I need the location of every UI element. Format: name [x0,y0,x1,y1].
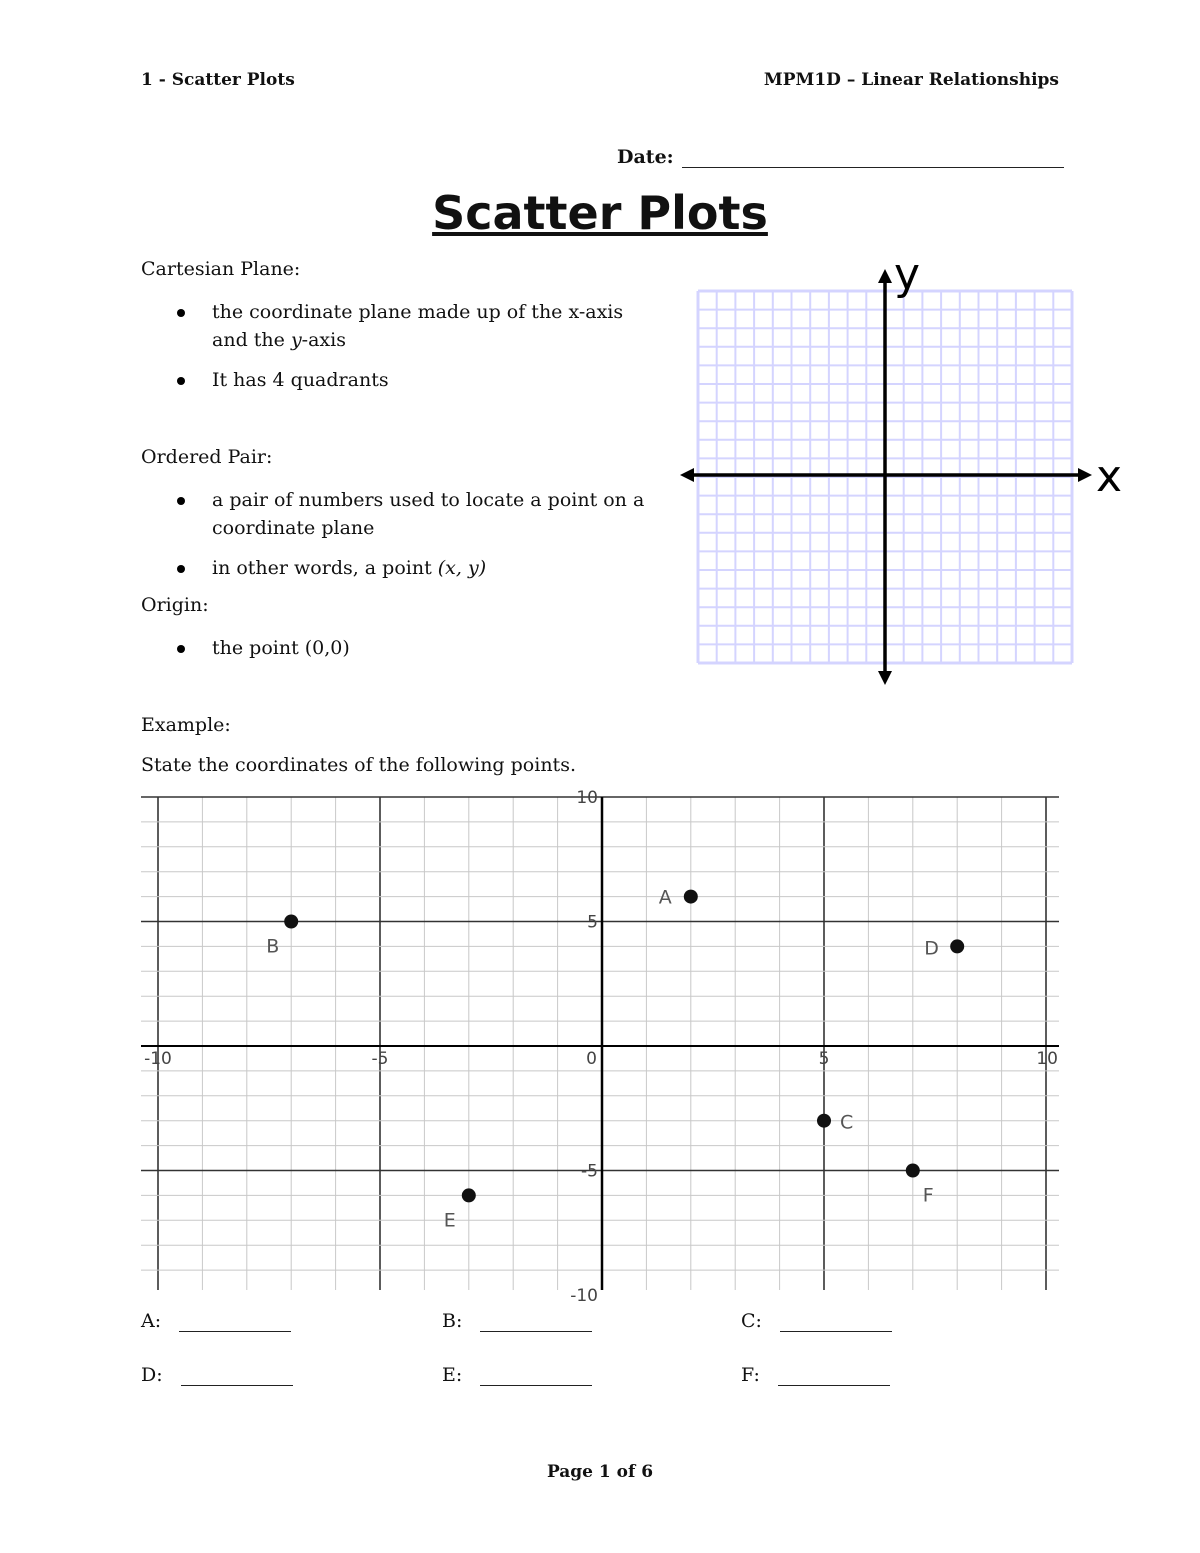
bullet-text: the point [212,637,305,659]
header-left: 1 - Scatter Plots [141,70,295,90]
bullet-math: y [290,329,302,351]
origin-bullets [171,634,661,674]
page-title: Scatter Plots [432,186,768,240]
bullet-text: -axis [301,329,346,351]
list-item: It has 4 quadrants [171,366,661,394]
date-label: Date: [617,146,674,168]
y-tick-label: 10 [576,788,598,808]
x-tick-label: 10 [1036,1049,1058,1069]
point-c [817,1114,831,1128]
point-label-a: A [658,886,672,909]
answer-label: E: [442,1364,463,1386]
list-item: a pair of numbers used to locate a point on a coordinate plane [171,486,661,542]
point-b [284,915,298,929]
bullet-text: the coordinate plane made up of the x-axis and the [212,301,624,351]
answer-label: D: [141,1364,163,1386]
x-tick-label: 5 [818,1049,830,1069]
bullet-math: (0,0) [304,637,350,659]
list-item [171,298,661,354]
point-label-c: C [840,1111,854,1134]
mini-x-label: x [1096,451,1123,502]
mini-x-arrow-right [1078,468,1092,482]
y-tick-label: -5 [581,1161,598,1182]
x-tick-label: -5 [371,1049,389,1069]
date-field [617,146,1064,168]
answer-f [741,1364,890,1386]
point-label-b: B [266,935,280,958]
plot-axes [141,797,1059,1290]
x-tick-label: 0 [586,1049,597,1069]
ordered-pair-term: Ordered Pair: [141,446,273,468]
answer-blank[interactable] [480,1313,592,1332]
example-heading: Example: [141,714,231,736]
cartesian-bullets [171,298,661,406]
point-label-f: F [922,1184,934,1207]
cartesian-plane-term: Cartesian Plane: [141,258,301,280]
list-item [171,634,661,662]
answer-label: C: [741,1310,762,1332]
answer-blank[interactable] [480,1367,592,1386]
page-footer: Page 1 of 6 [546,1462,654,1482]
answer-c [741,1310,892,1332]
point-label-e: E [443,1209,456,1232]
plot-points [266,887,964,1232]
header-right: MPM1D – Linear Relationships [763,70,1059,90]
answer-label: F: [741,1364,760,1386]
answer-blank[interactable] [780,1313,892,1332]
answer-blank[interactable] [179,1313,291,1332]
point-d [950,939,964,953]
mini-y-arrow-up [878,269,892,283]
plot-grid [141,797,1059,1290]
x-tick-label: -10 [144,1049,172,1069]
answer-label: A: [141,1310,162,1332]
answer-blank[interactable] [778,1367,890,1386]
point-a [684,890,698,904]
y-tick-label: -10 [570,1286,598,1306]
answer-label: B: [442,1310,463,1332]
bullet-math: (x, y) [437,557,487,579]
answer-d [141,1364,293,1386]
answer-e [442,1364,592,1386]
answer-b [442,1310,592,1332]
mini-y-arrow-down [878,671,892,685]
date-blank-line[interactable] [682,149,1064,168]
point-f [906,1164,920,1178]
cartesian-plane-diagram [676,255,1136,695]
plot-tick-labels [144,788,1058,1306]
example-instruction: State the coordinates of the following points. [141,754,576,776]
origin-term: Origin: [141,594,209,616]
mini-y-label: y [894,255,921,300]
answer-blank[interactable] [181,1367,293,1386]
mini-x-arrow-left [680,468,694,482]
bullet-text: in other words, a point [212,557,438,579]
list-item [171,554,661,582]
point-label-d: D [924,937,939,960]
ordered-pair-bullets [171,486,661,594]
y-tick-label: 5 [587,912,598,933]
answer-a [141,1310,291,1332]
point-e [462,1188,476,1202]
